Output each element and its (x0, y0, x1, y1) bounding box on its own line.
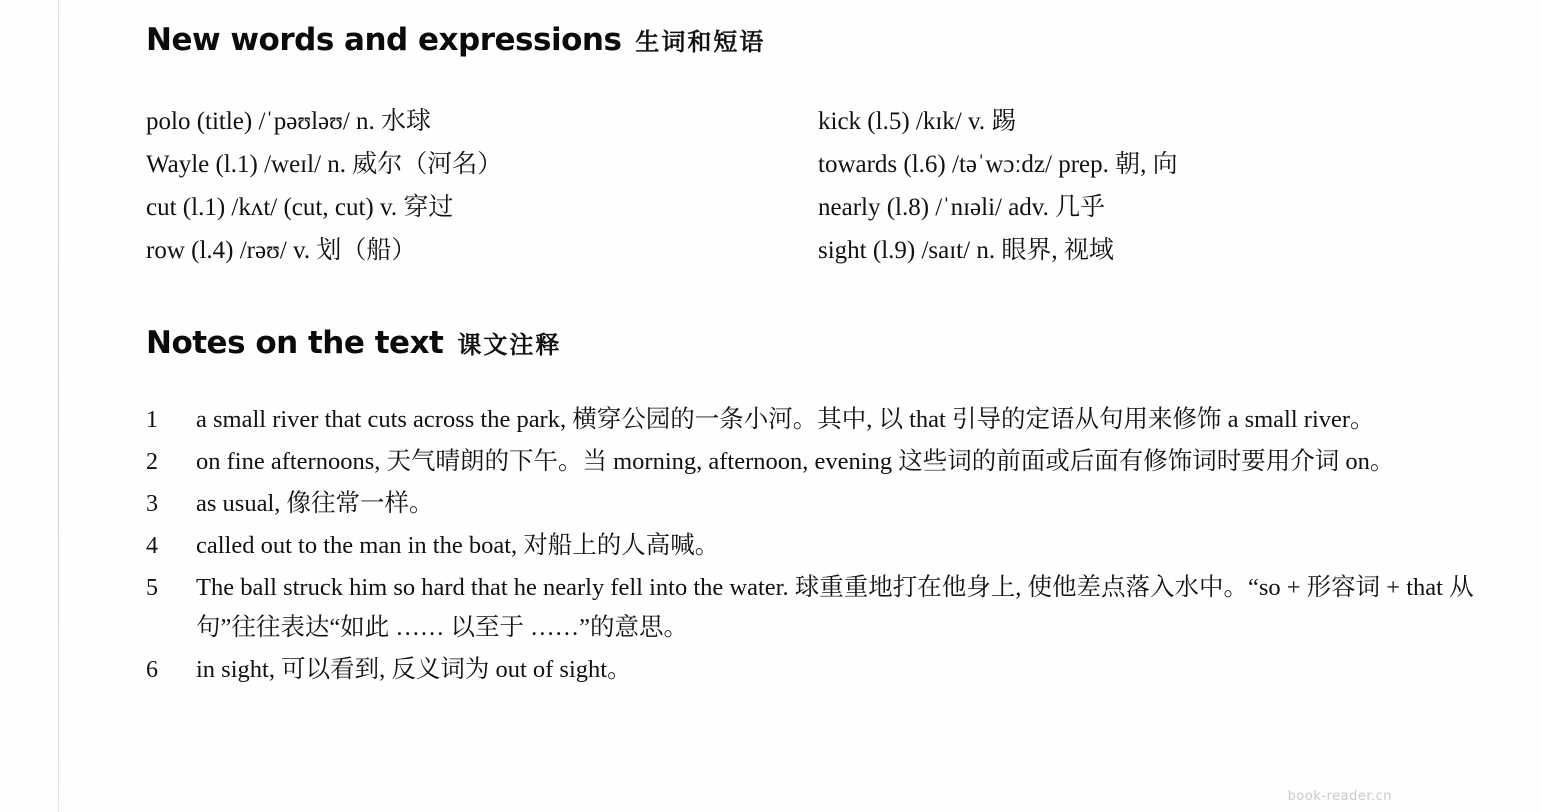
note-text: The ball struck him so hard that he nearly fell into the water. 球重重地打在他身上, 使他差点落入水中。“so + 形容词 + that 从句”往往表达“如此 …… 以至于 ……”的意思。 (196, 574, 1474, 641)
notes-heading-zh: 课文注释 (457, 331, 562, 359)
word-entry: row (l.4) /rəʊ/ v. 划（船） (146, 237, 417, 264)
note-text: as usual, 像往常一样。 (196, 490, 434, 517)
word-entry: cut (l.1) /kʌt/ (cut, cut) v. 穿过 (146, 194, 454, 221)
note-number: 1 (146, 407, 158, 433)
note-item (146, 526, 1486, 566)
new-words-heading (146, 22, 765, 58)
new-words-heading-en: New words and expressions (146, 22, 622, 58)
note-item (146, 650, 1486, 690)
note-number: 4 (146, 533, 158, 559)
watermark: book-reader.cn (1287, 789, 1392, 804)
note-text: called out to the man in the boat, 对船上的人高喊。 (196, 532, 720, 559)
note-number: 5 (146, 575, 158, 601)
notes-heading (146, 325, 561, 361)
notes-list (146, 400, 1486, 692)
note-text: in sight, 可以看到, 反义词为 out of sight。 (196, 656, 632, 683)
word-entry: towards (l.6) /təˈwɔːdz/ prep. 朝, 向 (818, 151, 1178, 178)
note-item (146, 484, 1486, 524)
note-item (146, 442, 1486, 482)
note-number: 6 (146, 657, 158, 683)
word-entry: nearly (l.8) /ˈnɪəli/ adv. 几乎 (818, 194, 1106, 221)
note-item (146, 568, 1486, 648)
note-text: on fine afternoons, 天气晴朗的下午。当 morning, afternoon, evening 这些词的前面或后面有修饰词时要用介词 on。 (196, 448, 1395, 475)
note-item (146, 400, 1486, 440)
page-edge-line (58, 0, 59, 812)
notes-heading-en: Notes on the text (146, 325, 444, 361)
note-number: 3 (146, 491, 158, 517)
word-entry: sight (l.9) /saɪt/ n. 眼界, 视域 (818, 237, 1114, 264)
note-text: a small river that cuts across the park, 横穿公园的一条小河。其中, 以 that 引导的定语从句用来修饰 a small river。 (196, 406, 1375, 433)
new-words-heading-zh: 生词和短语 (635, 28, 766, 56)
word-entry: polo (title) /ˈpəʊləʊ/ n. 水球 (146, 108, 432, 135)
word-entry: kick (l.5) /kɪk/ v. 踢 (818, 108, 1017, 135)
new-words-column-left (146, 100, 502, 272)
note-number: 2 (146, 449, 158, 475)
new-words-column-right (818, 100, 1178, 272)
word-entry: Wayle (l.1) /weɪl/ n. 威尔（河名） (146, 151, 503, 178)
